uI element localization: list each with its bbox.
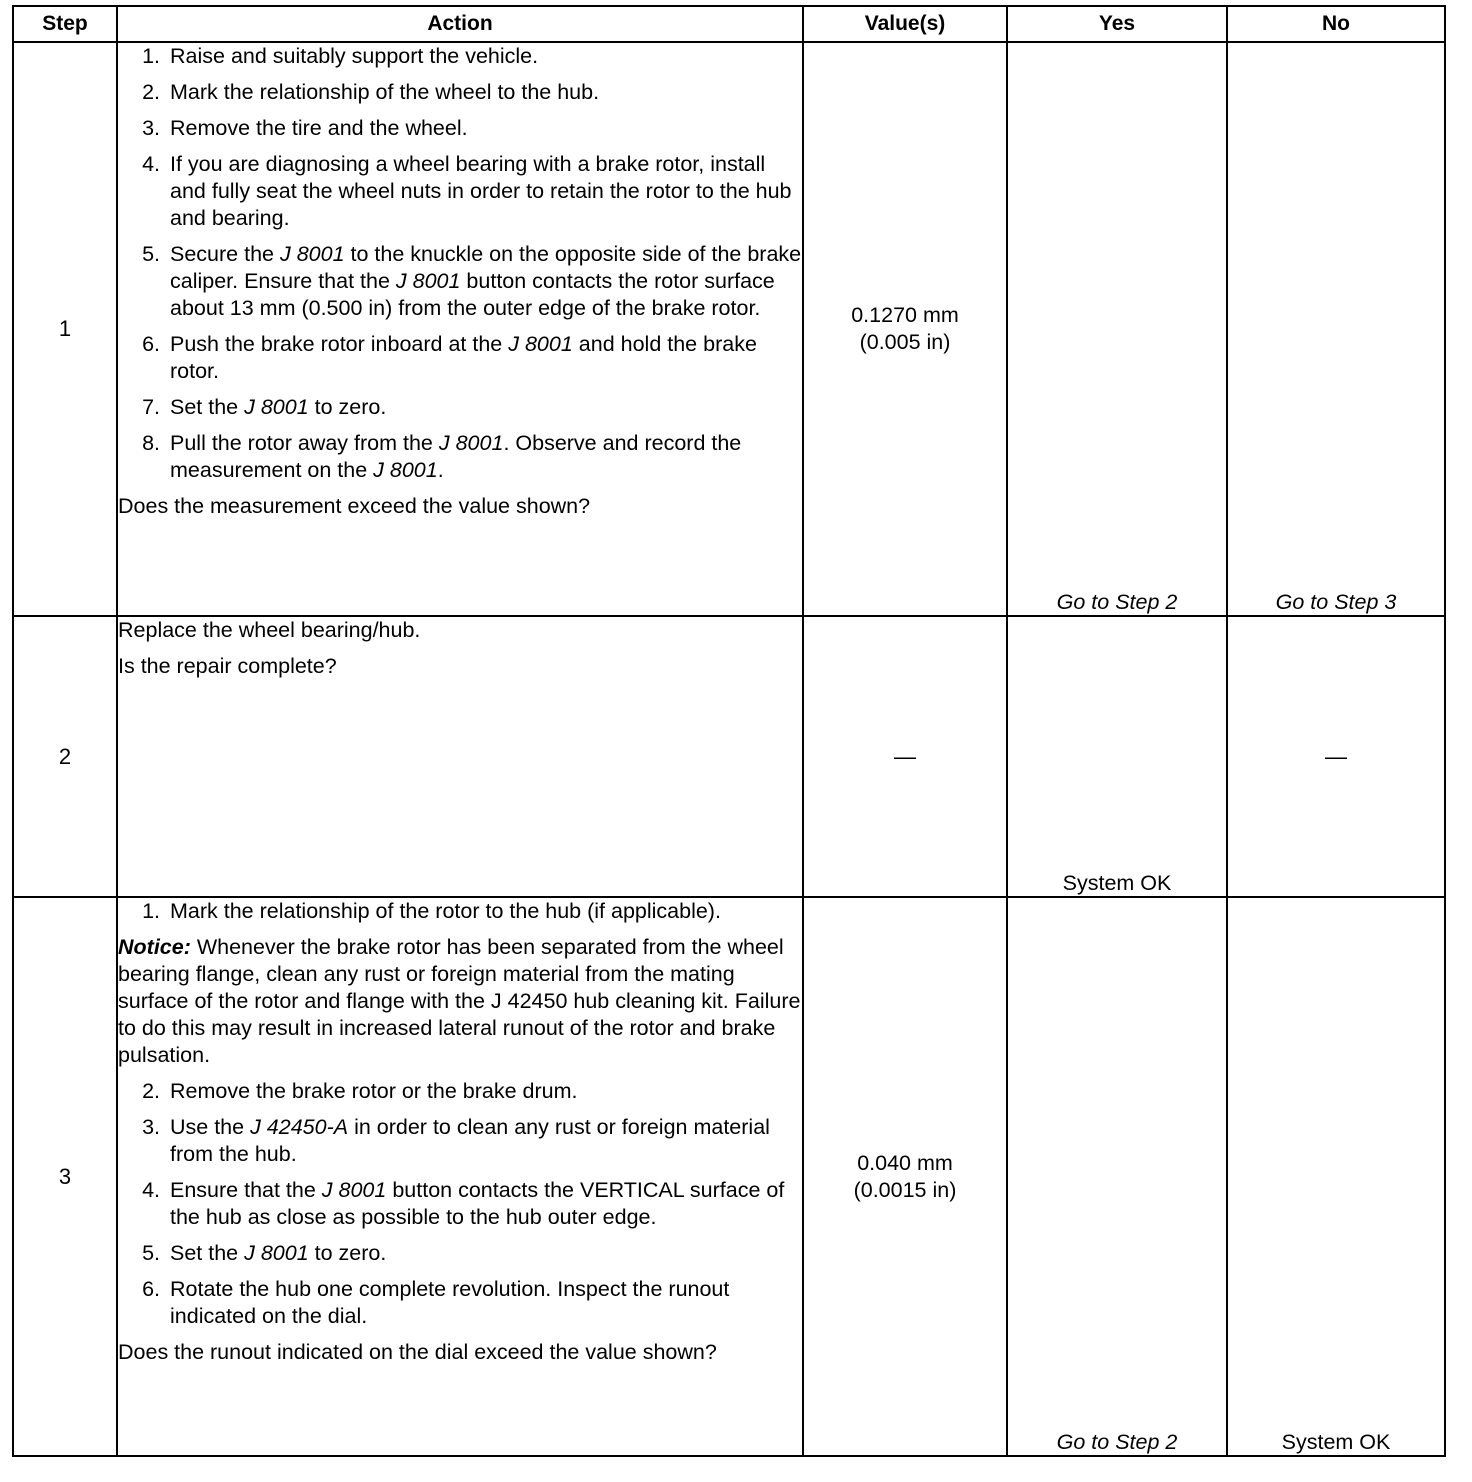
action-question: Does the runout indicated on the dial exceed the value shown? xyxy=(118,1340,717,1364)
list-item xyxy=(118,1276,802,1330)
list-item-number: 2. xyxy=(142,80,160,104)
header-step: Step xyxy=(13,6,117,42)
header-action: Action xyxy=(117,6,803,42)
list-item xyxy=(118,1078,802,1105)
yes-result: System OK xyxy=(1062,871,1172,895)
value-cell xyxy=(803,42,1007,616)
tool-reference: J 8001 xyxy=(438,431,504,455)
list-item-text xyxy=(170,1177,802,1231)
notice-paragraph xyxy=(118,934,802,1069)
list-item-number: 6. xyxy=(142,332,160,356)
tool-reference: J 42450-A xyxy=(250,1115,349,1139)
action-cell xyxy=(117,897,803,1456)
list-item-number: 1. xyxy=(142,899,160,923)
yes-cell xyxy=(1007,897,1227,1456)
diagnostic-table xyxy=(12,5,1446,1457)
notice-text: Whenever the brake rotor has been separated from the wheel bearing flange, clean any rust or foreign material from the mating surface of the rotor and flange with the J 42450 hub cleaning kit. Failure to do this may result in increased lateral runout of the rotor and brake pulsation. xyxy=(118,935,801,1067)
text-run: Set the xyxy=(170,395,245,419)
text-run: Pull the rotor away from the xyxy=(170,431,439,455)
text-run: to the knuckle on the opposite side of the brake caliper. Ensure that the xyxy=(170,242,802,293)
text-run: Secure the xyxy=(170,242,280,266)
text-run: Raise and suitably support the vehicle. xyxy=(170,44,539,68)
list-item xyxy=(118,1240,802,1267)
step-number: 1 xyxy=(13,42,117,616)
list-item xyxy=(118,79,802,106)
text-run: in order to clean any rust or foreign material from the hub. xyxy=(170,1115,770,1166)
text-run: Rotate the hub one complete revolution. Inspect the runout indicated on the dial. xyxy=(170,1277,730,1328)
tool-reference: J 8001 xyxy=(244,395,309,419)
value-cell xyxy=(803,897,1007,1456)
list-item xyxy=(118,1177,802,1231)
text-run: button contacts the VERTICAL surface of the hub as close as possible to the hub outer edge. xyxy=(170,1178,785,1229)
value-imperial: (0.0015 in) xyxy=(853,1177,957,1202)
action-question: Does the measurement exceed the value shown? xyxy=(118,494,591,518)
list-item-number: 3. xyxy=(142,116,160,140)
no-link: Go to Step 3 xyxy=(1275,590,1397,614)
list-item xyxy=(118,43,802,70)
tool-reference: J 8001 xyxy=(395,269,461,293)
action-list xyxy=(118,1078,802,1330)
list-item-number: 4. xyxy=(142,1178,160,1202)
text-run: If you are diagnosing a wheel bearing with a brake rotor, install and fully seat the wheel nuts in order to retain the rotor to the hub and bearing. xyxy=(170,152,792,230)
text-run: Mark the relationship of the wheel to the hub. xyxy=(170,80,600,104)
action-list-first xyxy=(118,898,802,925)
tool-reference: J 8001 xyxy=(244,1241,309,1265)
tool-reference: J 8001 xyxy=(508,332,573,356)
value-cell: — xyxy=(803,616,1007,897)
list-item-text xyxy=(170,43,802,70)
tool-reference: J 8001 xyxy=(373,458,438,482)
action-question: Is the repair complete? xyxy=(118,654,337,678)
list-item xyxy=(118,430,802,484)
text-run: Set the xyxy=(170,1241,245,1265)
text-run: to zero. xyxy=(308,395,387,419)
list-item-text xyxy=(170,241,802,322)
value-metric: 0.1270 mm xyxy=(851,303,959,327)
list-item-number: 7. xyxy=(142,395,160,419)
list-item-text xyxy=(170,79,802,106)
no-result: System OK xyxy=(1281,1430,1391,1454)
list-item-text xyxy=(170,1276,802,1330)
text-run: Push the brake rotor inboard at the xyxy=(170,332,509,356)
table-row-step-1 xyxy=(13,42,1445,616)
tool-reference: J 8001 xyxy=(279,242,345,266)
list-item-text xyxy=(170,394,802,421)
step-number: 3 xyxy=(13,897,117,1456)
value-imperial: (0.005 in) xyxy=(859,330,951,354)
text-run: Mark the relationship of the rotor to the hub (if applicable). xyxy=(170,899,721,923)
yes-cell xyxy=(1007,42,1227,616)
tool-reference: J 8001 xyxy=(321,1178,387,1202)
list-item-number: 5. xyxy=(142,242,160,266)
header-row xyxy=(13,6,1445,42)
list-item xyxy=(118,1114,802,1168)
list-item xyxy=(118,241,802,322)
list-item xyxy=(118,115,802,142)
list-item-number: 1. xyxy=(142,44,160,68)
text-run: . xyxy=(437,458,444,482)
text-run: . Observe and record the measurement on the xyxy=(170,431,742,482)
text-run: Use the xyxy=(170,1115,251,1139)
yes-link: Go to Step 2 xyxy=(1056,590,1178,614)
list-item-number: 6. xyxy=(142,1277,160,1301)
list-item-text xyxy=(170,898,802,925)
list-item-number: 2. xyxy=(142,1079,160,1103)
no-cell xyxy=(1227,897,1445,1456)
action-text: Replace the wheel bearing/hub. xyxy=(118,618,421,642)
list-item-number: 5. xyxy=(142,1241,160,1265)
notice-label: Notice: xyxy=(118,935,191,959)
text-run: button contacts the rotor surface about 13 mm (0.500 in) from the outer edge of the brake rotor. xyxy=(170,269,775,320)
header-values: Value(s) xyxy=(803,6,1007,42)
text-run: Ensure that the xyxy=(170,1178,322,1202)
no-cell: — xyxy=(1227,616,1445,897)
list-item-text xyxy=(170,430,802,484)
list-item-text xyxy=(170,1240,802,1267)
list-item xyxy=(118,151,802,232)
table-row-step-2 xyxy=(13,616,1445,897)
list-item-number: 8. xyxy=(142,431,160,455)
text-run: and hold the brake rotor. xyxy=(170,332,757,383)
header-yes: Yes xyxy=(1007,6,1227,42)
list-item-number: 4. xyxy=(142,152,160,176)
list-item xyxy=(118,331,802,385)
text-run: to zero. xyxy=(308,1241,387,1265)
action-list xyxy=(118,43,802,484)
yes-link: Go to Step 2 xyxy=(1056,1430,1178,1454)
list-item xyxy=(118,394,802,421)
list-item-text xyxy=(170,1078,802,1105)
action-cell xyxy=(117,42,803,616)
list-item xyxy=(118,898,802,925)
table-row-step-3 xyxy=(13,897,1445,1456)
no-cell xyxy=(1227,42,1445,616)
list-item-text xyxy=(170,151,802,232)
text-run: Remove the tire and the wheel. xyxy=(170,116,468,140)
step-number: 2 xyxy=(13,616,117,897)
text-run: Remove the brake rotor or the brake drum. xyxy=(170,1079,578,1103)
yes-cell xyxy=(1007,616,1227,897)
list-item-number: 3. xyxy=(142,1115,160,1139)
list-item-text xyxy=(170,115,802,142)
list-item-text xyxy=(170,331,802,385)
list-item-text xyxy=(170,1114,802,1168)
action-cell xyxy=(117,616,803,897)
header-no: No xyxy=(1227,6,1445,42)
value-metric: 0.040 mm xyxy=(857,1150,953,1175)
